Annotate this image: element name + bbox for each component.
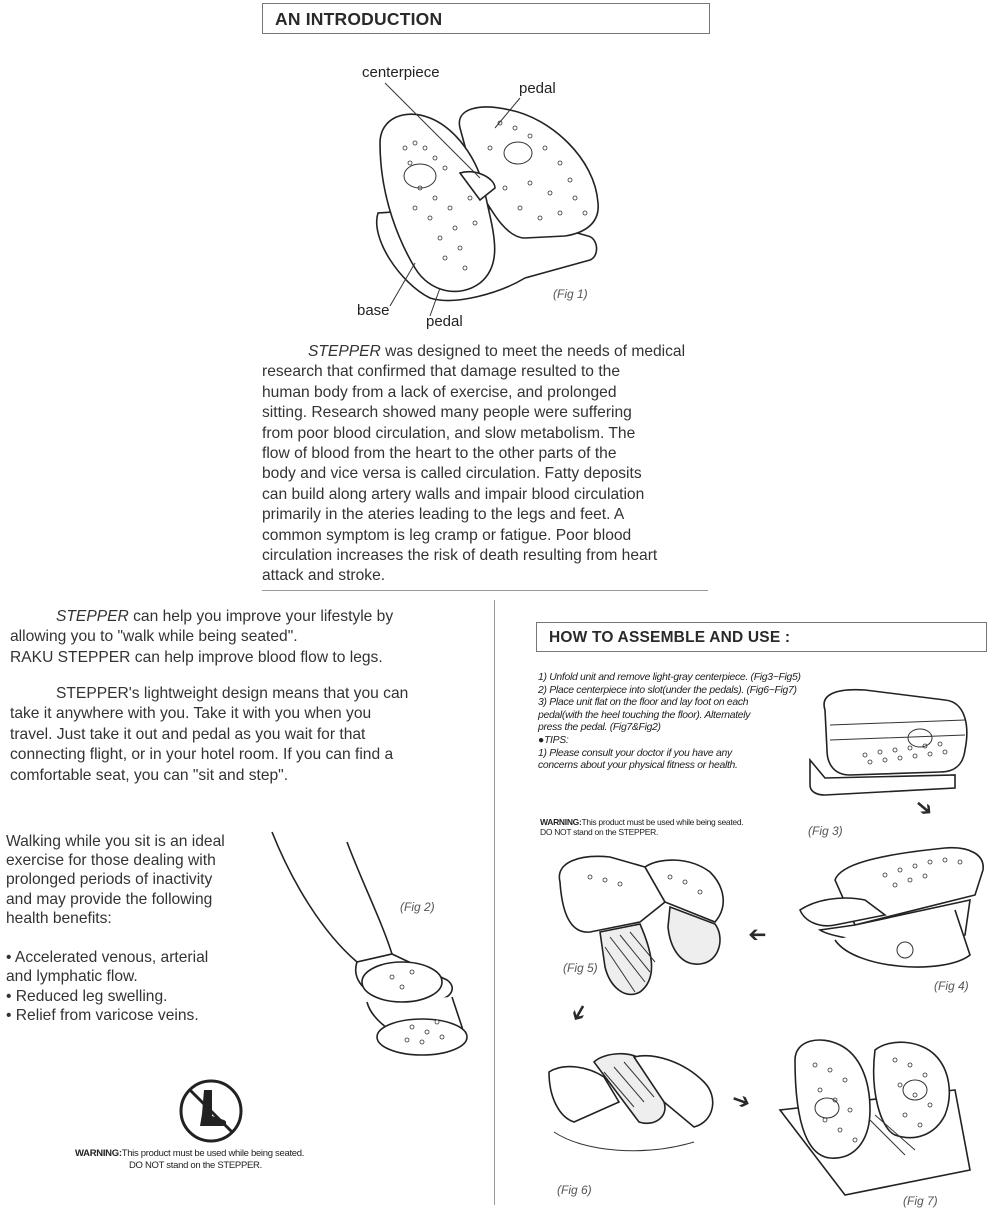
- fig4-hands-illustration: [795, 840, 995, 970]
- fig5-caption: (Fig 5): [563, 961, 598, 975]
- step-line: press the pedal. (Fig7&Fig2): [538, 722, 661, 734]
- fig7-caption: (Fig 7): [903, 1194, 938, 1208]
- intro-title-box: [262, 3, 710, 34]
- arrow-icon: ➔: [728, 1085, 755, 1116]
- arrow-icon: ➔: [748, 923, 767, 948]
- assemble-title-box: [536, 622, 987, 652]
- benefit-item: • Accelerated venous, arterial: [6, 949, 209, 966]
- fig1-stepper-illustration: [360, 88, 620, 318]
- fig6-caption: (Fig 6): [557, 1183, 592, 1197]
- fig7-assembled-illustration: [775, 1030, 975, 1200]
- step-line: pedal(with the heel touching the floor). Alternately: [538, 709, 751, 721]
- intro-bottom-rule: [262, 590, 708, 591]
- assemble-title: HOW TO ASSEMBLE AND USE :: [549, 629, 791, 646]
- step-line: 2) Place centerpiece into slot(under the pedals). (Fig6~Fig7): [538, 684, 797, 696]
- label-pedal-bottom: pedal: [426, 313, 463, 330]
- left-paragraph-1: STEPPER can help you improve your lifestyle by allowing you to "walk while being seated". RAKU STEPPER can help improve blood flow to legs.: [10, 608, 394, 666]
- fig3-folded-illustration: [805, 680, 975, 810]
- fig6-placing-illustration: [544, 1042, 734, 1172]
- intro-paragraph: STEPPER was designed to meet the needs of medical research that confirmed that damage resulted to the human body from a lack of exercise, and prolonged sitting. Research showed many people were suffering from poor blood circulation, and slow metabolism. The flow of blood from the heart to the other parts of the body and vice versa is called circulation. Fatty deposits can build along artery walls and impair blood circulation primarily in the ateries leading to the legs and feet. A common symptom is leg cramp or fatigue. Poor blood circulation increases the risk of death resulting from heart attack and stroke.: [262, 343, 686, 585]
- tips-heading: ●TIPS:: [538, 734, 569, 746]
- step-line: 1) Unfold unit and remove light-gray centerpiece. (Fig3~Fig5): [538, 672, 801, 683]
- benefits-intro: Walking while you sit is an ideal exercise for those dealing with prolonged periods of inactivity and may provide the following health benefits:: [6, 833, 225, 927]
- arrow-icon: ➔: [564, 999, 596, 1028]
- fig1-caption: (Fig 1): [553, 287, 588, 301]
- fig5-unfolded-illustration: [550, 852, 740, 1002]
- label-pedal-top: pedal: [519, 80, 556, 97]
- label-base: base: [357, 302, 390, 319]
- benefits-list: [6, 948, 266, 1026]
- fig2-caption: (Fig 2): [400, 900, 435, 914]
- right-warning: WARNING:This product must be used while being seated. DO NOT stand on the STEPPER.: [540, 817, 744, 837]
- intro-title: AN INTRODUCTION: [275, 9, 443, 29]
- benefit-item: • Reduced leg swelling.: [6, 987, 168, 1005]
- stepper-brand: STEPPER: [308, 343, 381, 360]
- label-centerpiece: centerpiece: [362, 64, 440, 81]
- step-line: 3) Place unit flat on the floor and lay foot on each: [538, 697, 749, 709]
- benefit-item: and lymphatic flow.: [6, 968, 138, 986]
- arrow-icon: ➔: [909, 792, 940, 824]
- left-paragraph-2: STEPPER's lightweight design means that you can take it anywhere with you. Take it with you when you travel. Just take it out and pedal as you wait for that connecting flight, or in your hotel room. If you can find a comfortable seat, you can "sit and step".: [10, 685, 409, 784]
- tip-line: concerns about your physical fitness or health.: [538, 760, 738, 772]
- fig4-caption: (Fig 4): [934, 979, 969, 993]
- left-warning: WARNING:This product must be used while being seated. DO NOT stand on the STEPPER.: [75, 1148, 305, 1171]
- tip-line: 1) Please consult your doctor if you have any: [538, 747, 732, 759]
- benefit-item: • Relief from varicose veins.: [6, 1007, 199, 1025]
- fig3-caption: (Fig 3): [808, 824, 843, 838]
- fig2-leg-illustration: [262, 822, 472, 1072]
- no-standing-icon: [176, 1076, 246, 1146]
- column-divider: [494, 600, 495, 1205]
